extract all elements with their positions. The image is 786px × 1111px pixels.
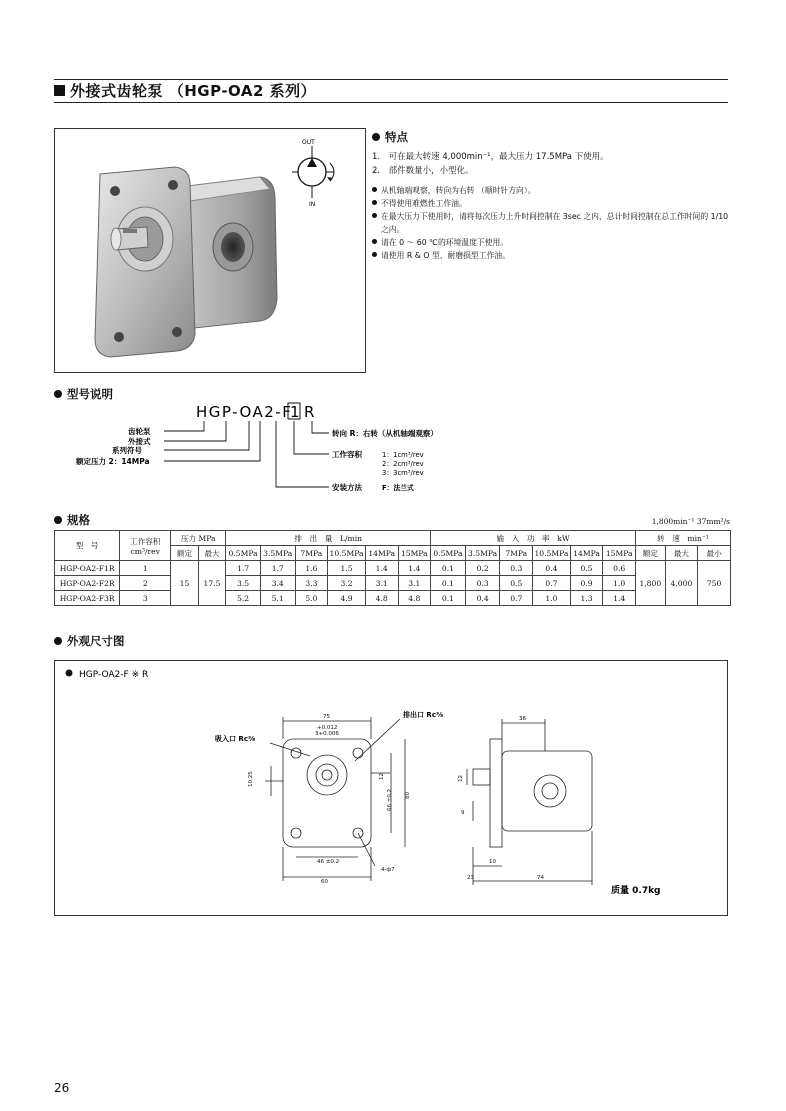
- notes-list: [372, 184, 732, 262]
- feature-item: 1. 可在最大转速 4,000min⁻¹，最大压力 17.5MPa 下使用。: [372, 152, 609, 162]
- feature-item: 2. 部件数量小，小型化。: [372, 166, 474, 176]
- header-pressure: 压力 MPa: [171, 531, 226, 546]
- note-item: 请在 0 ～ 60 ℃的环境温度下使用。: [372, 236, 732, 249]
- header-capacity: 工作容积 cm³/rev: [120, 531, 171, 561]
- mass-label: 质量 0.7kg: [611, 886, 661, 896]
- page-number: 26: [54, 1081, 70, 1095]
- bullet-icon: [54, 516, 62, 524]
- label-pressure: 额定压力 2：14MPa: [76, 457, 150, 466]
- capacity-value: 1：1cm³/rev: [382, 451, 424, 459]
- dim-tol2: 3+0.006: [315, 731, 339, 737]
- dim-74: 74: [537, 875, 544, 881]
- note-item: 在最大压力下使用时，请将每次压力上升时间控制在 3sec 之内，总计时间控制在总工作时间的 1/10 之内。: [372, 210, 732, 236]
- subheader-pressure: 10.5MPa: [328, 546, 366, 561]
- dim-1025: 10.25: [248, 771, 254, 787]
- top-rule: [54, 79, 728, 80]
- subheader-rated: 额定: [636, 546, 666, 561]
- symbol-in-label: IN: [309, 201, 316, 208]
- symbol-out-label: OUT: [302, 139, 315, 146]
- mount-value: F：法兰式: [382, 484, 414, 492]
- table-row: HGP-OA2-F1R 1 15 17.5 1.7 1.7 1.6 1.5 1.4 1.4 0.1 0.2 0.3 0.4 0.5 0.6 1,800 4,000 750: [55, 561, 731, 576]
- subheader-pressure: 14MPa: [570, 546, 603, 561]
- label-external: 外接式: [128, 437, 151, 446]
- pressure-max-value: 17.5: [198, 561, 226, 606]
- model-heading: 型号说明: [54, 386, 113, 402]
- subheader-pressure: 7MPa: [295, 546, 328, 561]
- bullet-icon: [54, 390, 62, 398]
- bullet-icon: [372, 187, 377, 192]
- page-title: 外接式齿轮泵 （HGP-OA2 系列）: [54, 80, 316, 101]
- bullet-icon: [372, 213, 377, 218]
- capacity-value: 2：2cm³/rev: [382, 460, 424, 468]
- model-code-box: 1: [290, 403, 300, 421]
- bullet-icon: [372, 239, 377, 244]
- header-speed: 转 速 min⁻¹: [636, 531, 731, 546]
- title-underline: [54, 102, 728, 103]
- spec-condition-note: 1,800min⁻¹ 37mm²/s: [651, 517, 730, 526]
- header-model: 型 号: [55, 531, 120, 561]
- discharge-port-label: 排出口 Rc⅜: [403, 711, 444, 719]
- subheader-pressure: 7MPa: [500, 546, 533, 561]
- dim-66: 66 ±0.2: [387, 788, 393, 811]
- bullet-icon: [54, 637, 62, 645]
- dim-36: 36: [519, 716, 526, 722]
- subheader-pressure: 10.5MPa: [533, 546, 571, 561]
- label-rotation: 转向 R：右转（从机轴端观察）: [332, 429, 438, 438]
- model-code-diagram: [54, 400, 494, 500]
- dim-12b: 12: [458, 775, 464, 782]
- label-capacity: 工作容积: [332, 450, 362, 459]
- square-bullet-icon: [54, 85, 65, 96]
- bullet-icon: [372, 252, 377, 257]
- note-item: 不得使用难燃性工作油。: [372, 197, 732, 210]
- subheader-pressure: 14MPa: [365, 546, 398, 561]
- outline-heading: 外观尺寸图: [54, 633, 125, 649]
- bullet-icon: [372, 133, 380, 141]
- header-power: 输 入 功 率 kW: [431, 531, 636, 546]
- suction-port-label: 吸入口 Rc⅜: [215, 735, 256, 743]
- dim-23: 23: [467, 875, 474, 881]
- dim-75: 75: [323, 714, 330, 720]
- dimension-drawing: [55, 661, 729, 917]
- features-section: [372, 130, 732, 262]
- header-flow: 排 出 量 L/min: [226, 531, 431, 546]
- features-heading: 特点: [372, 130, 732, 144]
- subheader-pressure: 15MPa: [603, 546, 636, 561]
- pressure-rated-value: 15: [171, 561, 199, 606]
- subheader-pressure: 15MPa: [398, 546, 431, 561]
- subheader-pressure: 0.5MPa: [226, 546, 261, 561]
- subheader-rated: 额定: [171, 546, 199, 561]
- dim-12: 12: [379, 773, 385, 780]
- subheader-pressure: 3.5MPa: [465, 546, 500, 561]
- speed-rated-value: 1,800: [636, 561, 666, 606]
- model-code-prefix: HGP-OA2-F: [196, 403, 293, 421]
- dim-tol: +0.012: [317, 725, 338, 731]
- bullet-icon: [372, 200, 377, 205]
- speed-max-value: 4,000: [665, 561, 698, 606]
- dim-60: 60: [321, 879, 328, 885]
- note-item: 从机轴端观察，转向为右转 （顺时针方向）。: [372, 184, 732, 197]
- dim-9: 9: [461, 810, 465, 816]
- label-series: 系列符号: [112, 446, 142, 455]
- dimension-drawing-box: [54, 660, 728, 916]
- dim-10: 10: [489, 859, 496, 865]
- label-mount: 安装方法: [332, 483, 362, 492]
- features-list: [372, 150, 732, 178]
- outline-label: HGP-OA2-F ※ R: [79, 670, 149, 680]
- subheader-max: 最大: [198, 546, 226, 561]
- subheader-max: 最大: [665, 546, 698, 561]
- note-item: 请使用 R & O 型、耐磨损型工作油。: [372, 249, 732, 262]
- model-code-suffix: R: [304, 403, 315, 421]
- dim-80: 80: [405, 792, 411, 799]
- dim-holes: 4-ф7: [381, 867, 395, 873]
- table-row: HGP-OA2-F2R 2 3.5 3.4 3.3 3.2 3.1 3.1 0.1 0.3 0.5 0.7 0.9 1.0: [55, 576, 731, 591]
- speed-min-value: 750: [698, 561, 731, 606]
- subheader-pressure: 3.5MPa: [260, 546, 295, 561]
- capacity-value: 3：3cm³/rev: [382, 469, 424, 477]
- subheader-pressure: 0.5MPa: [431, 546, 466, 561]
- table-header-row: [55, 531, 731, 546]
- subheader-min: 最小: [698, 546, 731, 561]
- table-row: HGP-OA2-F3R 3 5.2 5.1 5.0 4.9 4.8 4.8 0.1 0.4 0.7 1.0 1.3 1.4: [55, 591, 731, 606]
- label-gear-pump: 齿轮泵: [128, 427, 151, 436]
- spec-heading: 规格: [54, 512, 90, 528]
- spec-table: [54, 530, 731, 606]
- dim-46: 46 ±0.2: [317, 859, 340, 865]
- pump-symbol-icon: [290, 136, 350, 208]
